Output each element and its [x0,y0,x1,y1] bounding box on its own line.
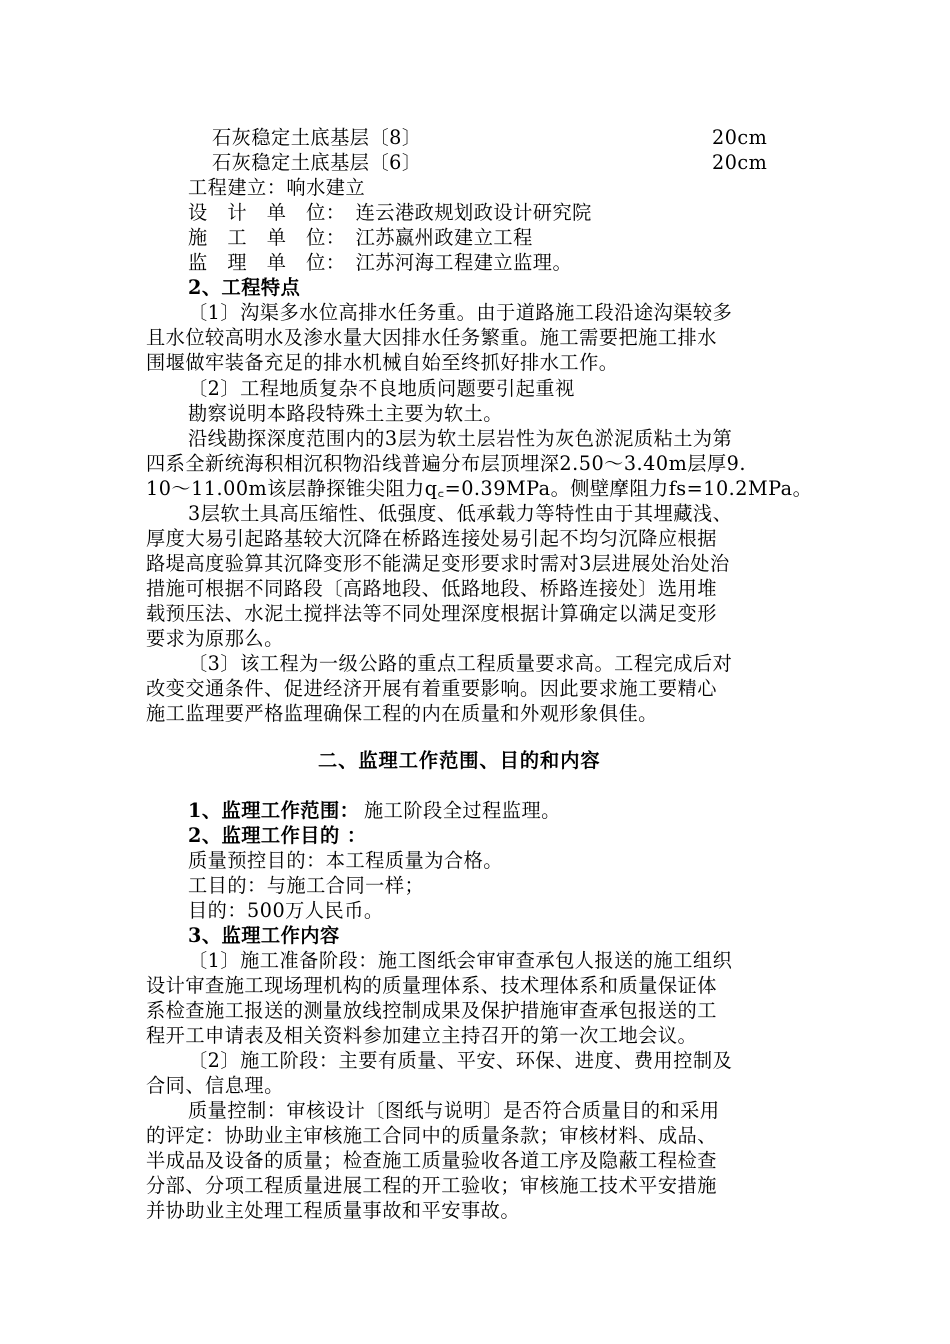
text-line: 〔1〕施工准备阶段：施工图纸会审审查承包人报送的施工组织 [188,949,733,972]
text-line: 〔3〕该工程为一级公路的重点工程质量要求高。工程完成后对 [188,652,733,675]
text-line: 石灰稳定土底基层〔6〕 [212,151,422,174]
text-line: 程开工申请表及相关资料参加建立主持召开的第一次工地会议。 [146,1024,698,1047]
text-line: 目的：500万人民币。 [188,899,384,922]
text-line: 〔2〕工程地质复杂不良地质问题要引起重视 [188,377,575,400]
text-line: 工目的：与施工合同一样； [188,874,425,897]
text-line: 设计审查施工现场理机构的质量理体系、技术理体系和质量保证体 [146,974,717,997]
text-line: 半成品及设备的质量；检查施工质量验收各道工序及隐蔽工程检查 [146,1149,717,1172]
text-line: 合同、信息理。 [146,1074,284,1097]
text-line: 设 计 单 位： 连云港政规划政设计研究院 [188,201,592,224]
text-line: 石灰稳定土底基层〔8〕 [212,126,422,149]
section-heading: 2、工程特点 [188,276,301,299]
text-line: 〔1〕沟渠多水位高排水任务重。由于道路施工段沿途沟渠较多 [188,301,733,324]
text-line: 施工监理要严格监理确保工程的内在质量和外观形象俱佳。 [146,702,658,725]
text-line: 监 理 单 位： 江苏河海工程建立监理。 [188,251,573,274]
text-line: 厚度大易引起路基较大沉降在桥路连接处易引起不均匀沉降应根据 [146,527,717,550]
text-line: 工程建立：响水建立 [188,176,366,199]
text-line: 要求为原那么。 [146,627,284,650]
text-line: 系检查施工报送的测量放线控制成果及保护措施审查承包报送的工 [146,999,717,1022]
text-line: 施 工 单 位： 江苏嬴州政建立工程 [188,226,533,249]
text-line: 20cm [712,151,768,174]
text-line: 3层软土具高压缩性、低强度、低承载力等特性由于其埋藏浅、 [188,502,733,525]
text-line: 20cm [712,126,768,149]
text-line: 分部、分项工程质量进展工程的开工验收；审核施工技术平安措施 [146,1174,717,1197]
section-heading: 3、监理工作内容 [188,924,340,947]
section-heading: 1、监理工作范围： [188,799,360,822]
text-line: 质量控制：审核设计〔图纸与说明〕是否符合质量目的和采用 [188,1099,720,1122]
text-line: 沿线勘探深度范围内的3层为软土层岩性为灰色淤泥质粘土为第 [188,427,733,450]
chapter-heading: 二、监理工作范围、目的和内容 [318,749,601,772]
text-line: 施工阶段全过程监理。 [364,799,561,822]
text-line: 10～11.00m该层静探锥尖阻力q꜀=0.39MPa。侧壁摩阻力fs=10.2MPa。 [146,477,813,500]
text-line: 质量预控目的：本工程质量为合格。 [188,849,503,872]
text-line: 并协助业主处理工程质量事故和平安事故。 [146,1199,521,1222]
text-line: 的评定：协助业主审核施工合同中的质量条款；审核材料、成品、 [146,1124,717,1147]
text-line: 路堤高度验算其沉降变形不能满足变形要求时需对3层进展处治处治 [146,552,730,575]
text-line: 且水位较高明水及渗水量大因排水任务繁重。施工需要把施工排水 [146,326,717,349]
text-line: 载预压法、水泥土搅拌法等不同处理深度根据计算确定以满足变形 [146,602,717,625]
section-heading: 2、监理工作目的 ： [188,824,367,847]
text-line: 〔2〕施工阶段：主要有质量、平安、环保、进度、费用控制及 [188,1049,733,1072]
text-line: 四系全新统海积相沉积物沿线普遍分布层顶埋深2.50～3.40m层厚9. [146,452,746,475]
text-line: 围堰做牢装备充足的排水机械自始至终抓好排水工作。 [146,351,619,374]
text-line: 改变交通条件、促进经济开展有着重要影响。因此要求施工要精心 [146,677,717,700]
text-line: 勘察说明本路段特殊土主要为软土。 [188,402,503,425]
text-line: 措施可根据不同路段〔高路地段、低路地段、桥路连接处〕选用堆 [146,577,717,600]
